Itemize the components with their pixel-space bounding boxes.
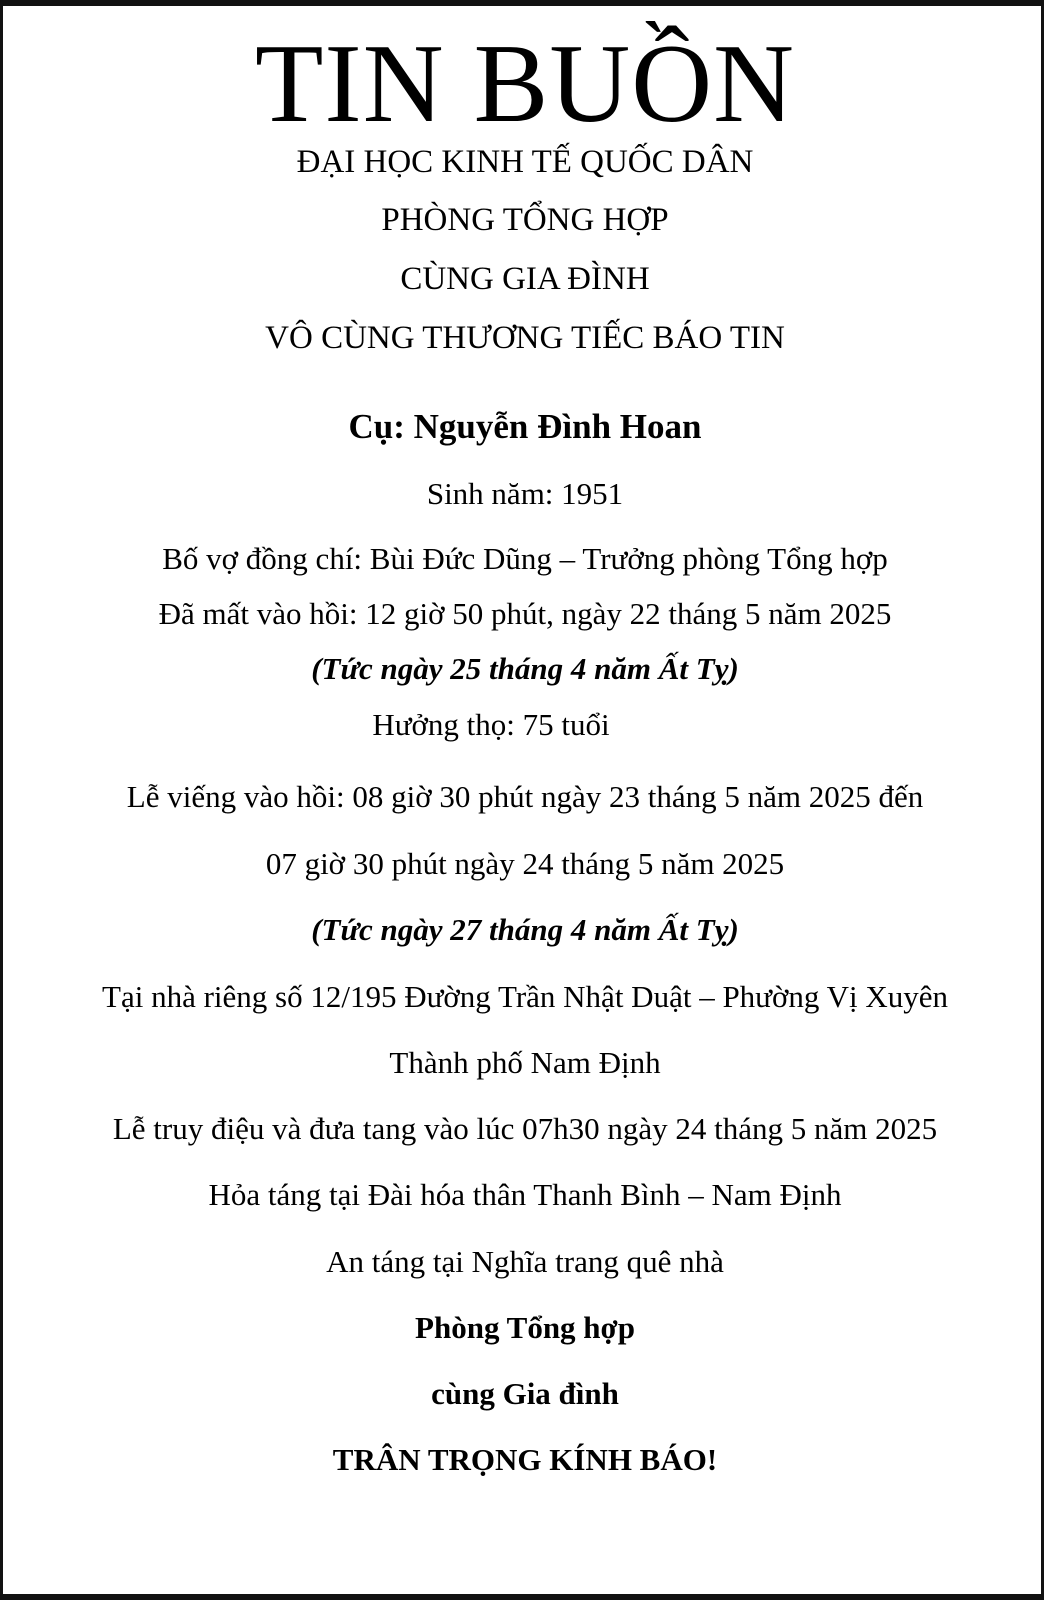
- deceased-birth-year: Sinh năm: 1951: [426, 476, 624, 511]
- cremation-info: Hỏa táng tại Đài hóa thân Thanh Bình – Nam Định: [208, 1177, 842, 1212]
- deceased-name: Cụ: Nguyễn Đình Hoan: [348, 407, 702, 446]
- death-time: Đã mất vào hồi: 12 giờ 50 phút, ngày 22 tháng 5 năm 2025: [158, 596, 892, 631]
- header-university: ĐẠI HỌC KINH TẾ QUỐC DÂN: [296, 144, 754, 180]
- visit-time-line1: Lễ viếng vào hồi: 08 giờ 30 phút ngày 23 tháng 5 năm 2025 đến: [126, 779, 924, 814]
- closing-department: Phòng Tổng hợp: [415, 1310, 635, 1345]
- address-line1: Tại nhà riêng số 12/195 Đường Trần Nhật Duật – Phường Vị Xuyên: [102, 979, 948, 1014]
- notice-title: TIN BUỒN: [255, 22, 795, 146]
- address-line2: Thành phố Nam Định: [389, 1045, 661, 1080]
- deceased-relation: Bố vợ đồng chí: Bùi Đức Dũng – Trưởng phòng Tổng hợp: [162, 541, 888, 576]
- deceased-age: Hưởng thọ: 75 tuổi: [372, 707, 610, 742]
- header-family: CÙNG GIA ĐÌNH: [400, 261, 650, 297]
- death-lunar-date: (Tức ngày 25 tháng 4 năm Ất Tỵ): [311, 651, 739, 686]
- header-announcement: VÔ CÙNG THƯƠNG TIẾC BÁO TIN: [265, 320, 785, 356]
- closing-family: cùng Gia đình: [431, 1376, 619, 1411]
- closing-respect: TRÂN TRỌNG KÍNH BÁO!: [332, 1442, 718, 1477]
- header-department: PHÒNG TỔNG HỢP: [381, 202, 669, 238]
- burial-info: An táng tại Nghĩa trang quê nhà: [326, 1244, 724, 1279]
- memorial-ceremony: Lễ truy điệu và đưa tang vào lúc 07h30 ngày 24 tháng 5 năm 2025: [112, 1111, 938, 1146]
- visit-time-line2: 07 giờ 30 phút ngày 24 tháng 5 năm 2025: [265, 846, 785, 881]
- visit-lunar-date: (Tức ngày 27 tháng 4 năm Ất Tỵ): [311, 912, 739, 947]
